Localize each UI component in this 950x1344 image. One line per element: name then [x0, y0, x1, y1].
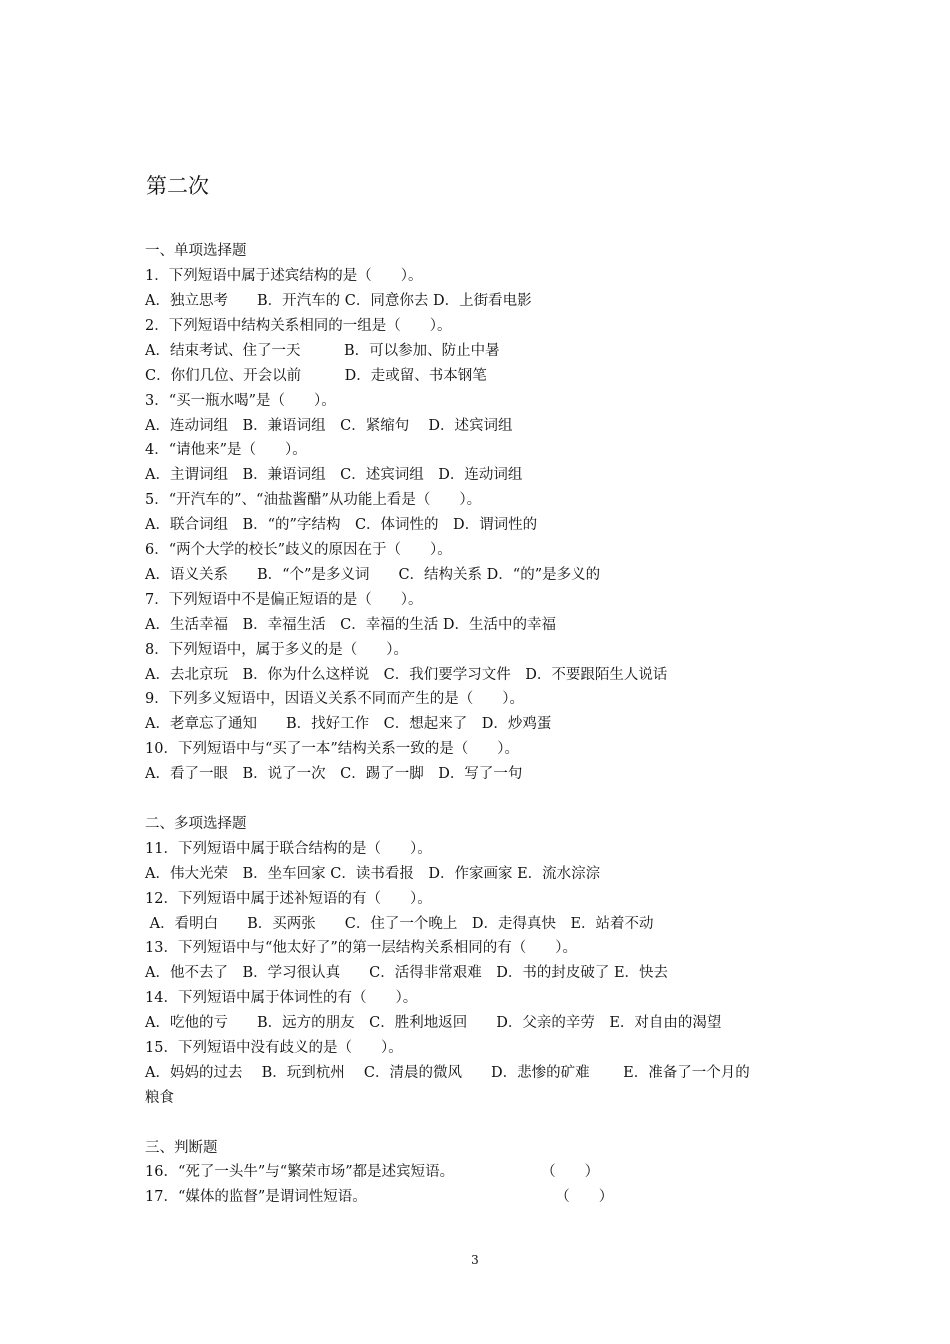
- options-line: A．去北京玩 B．你为什么这样说 C．我们要学习文件 D．不要跟陌生人说话: [145, 667, 668, 683]
- question-line: 2．下列短语中结构关系相同的一组是（ ）。: [145, 318, 452, 334]
- question-line: 15．下列短语中没有歧义的是（ ）。: [145, 1040, 403, 1056]
- options-line: A．独立思考 B．开汽车的 C．同意你去 D．上街看电影: [145, 293, 532, 309]
- question-line: 13．下列短语中与“他太好了”的第一层结构关系相同的有（ ）。: [145, 940, 578, 956]
- page-title: 第二次: [146, 174, 209, 198]
- question-line: 12．下列短语中属于述补短语的有（ ）。: [145, 891, 432, 907]
- options-line: A．生活幸福 B．幸福生活 C．幸福的生活 D．生活中的幸福: [145, 617, 556, 633]
- options-line: A．联合词组 B．“的”字结构 C．体词性的 D．谓词性的: [145, 517, 538, 533]
- options-line: A．语义关系 B．“个”是多义词 C．结构关系 D．“的”是多义的: [145, 567, 601, 583]
- options-line: A．看了一眼 B．说了一次 C．踢了一脚 D．写了一句: [145, 766, 523, 782]
- question-line: 11．下列短语中属于联合结构的是（ ）。: [145, 841, 432, 857]
- page-number: 3: [471, 1253, 479, 1267]
- options-line: A．连动词组 B．兼语词组 C．紧缩句 D．述宾词组: [145, 418, 513, 434]
- section-heading-true-false: 三、判断题: [145, 1140, 218, 1156]
- question-line: 7．下列短语中不是偏正短语的是（ ）。: [145, 592, 423, 608]
- question-line: 3．“买一瓶水喝”是（ ）。: [145, 393, 336, 409]
- section-heading-multiple-choice: 二、多项选择题: [145, 816, 247, 832]
- question-line: 6．“两个大学的校长”歧义的原因在于（ ）。: [145, 542, 452, 558]
- options-line: A．他不去了 B．学习很认真 C．活得非常艰难 D．书的封皮破了 E．快去: [145, 965, 669, 981]
- statement-line: 16．“死了一头牛”与“繁荣市场”都是述宾短语。 （ ）: [145, 1164, 600, 1180]
- question-line: 5．“开汽车的”、“油盐酱醋”从功能上看是（ ）。: [145, 492, 482, 508]
- options-line: A．伟大光荣 B．坐车回家 C．读书看报 D．作家画家 E．流水淙淙: [145, 866, 601, 882]
- options-line: A．结束考试、住了一天 B．可以参加、防止中暑: [145, 343, 500, 359]
- options-line: A．老章忘了通知 B．找好工作 C．想起来了 D．炒鸡蛋: [145, 716, 552, 732]
- question-line: 14．下列短语中属于体词性的有（ ）。: [145, 990, 418, 1006]
- options-line: C．你们几位、开会以前 D．走或留、书本钢笔: [145, 368, 487, 384]
- question-line: 4．“请他来”是（ ）。: [145, 442, 307, 458]
- question-line: 1．下列短语中属于述宾结构的是（ ）。: [145, 268, 423, 284]
- question-line: 10．下列短语中与“买了一本”结构关系一致的是（ ）。: [145, 741, 520, 757]
- question-line: 9．下列多义短语中，因语义关系不同而产生的是（ ）。: [145, 691, 524, 707]
- options-line: A．吃他的亏 B．远方的朋友 C．胜利地返回 D．父亲的辛劳 E．对自由的渴望: [145, 1015, 722, 1031]
- options-line-continued: 粮食: [145, 1090, 174, 1106]
- section-heading-single-choice: 一、单项选择题: [145, 243, 247, 259]
- statement-line: 17．“媒体的监督”是谓词性短语。 （ ）: [145, 1189, 614, 1205]
- options-line: A．主谓词组 B．兼语词组 C．述宾词组 D．连动词组: [145, 467, 523, 483]
- options-line: A．看明白 B．买两张 C．住了一个晚上 D．走得真快 E．站着不动: [145, 916, 654, 932]
- question-line: 8．下列短语中，属于多义的是（ ）。: [145, 642, 408, 658]
- options-line: A．妈妈的过去 B．玩到杭州 C．清晨的微风 D．悲惨的矿难 E．准备了一个月的: [145, 1065, 750, 1081]
